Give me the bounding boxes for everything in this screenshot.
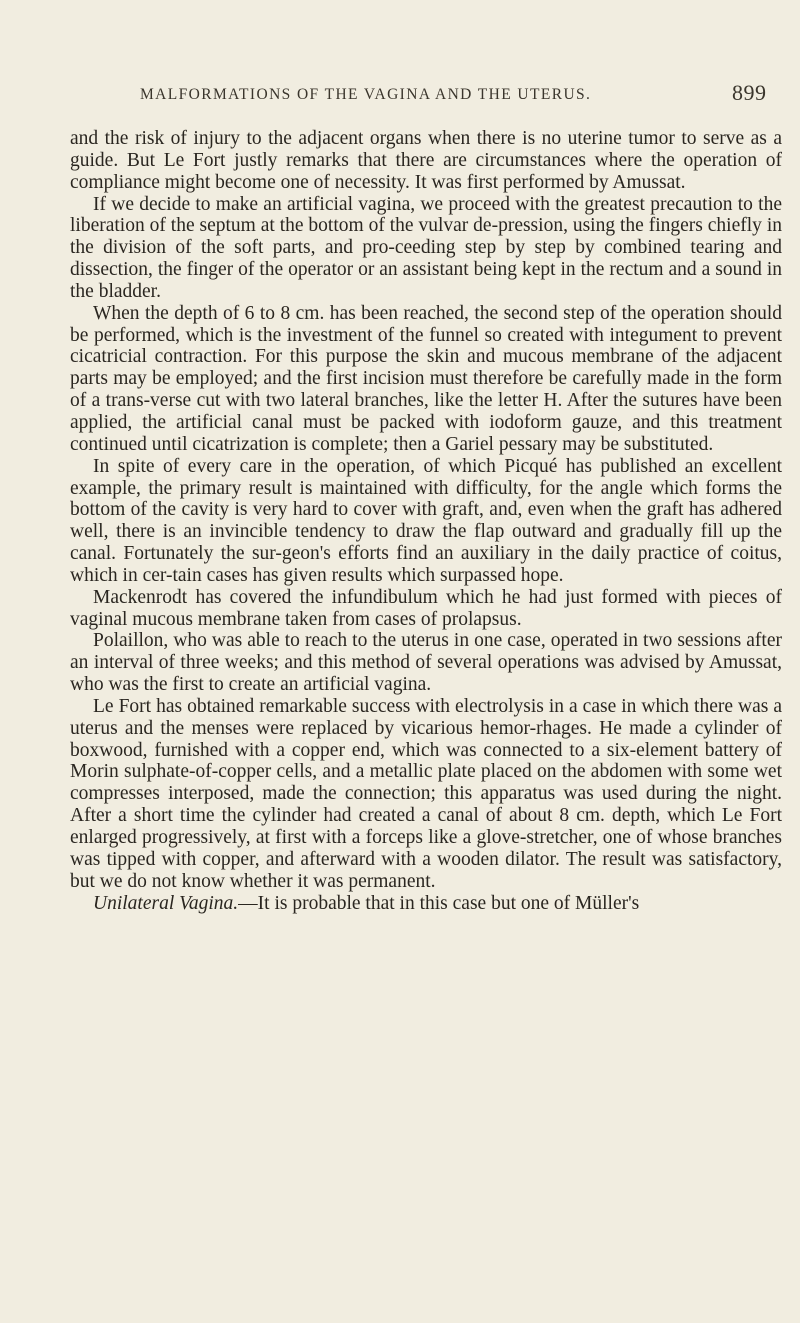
paragraph: When the depth of 6 to 8 cm. has been reached, the second step of the operation should be performed, which is the investment of the funnel so created with integument to prevent cicatricial contraction. For this purpose the skin and mucous membrane of the adjacent parts may be employed; and the first incision must therefore be carefully made in the form of a trans-verse cut with two lateral branches, like the letter H. After the sutures have been applied, the artificial canal must be packed with iodoform gauze, and this treatment continued until cicatrization is complete; then a Gariel pessary may be substituted. [70,302,782,455]
paragraph [70,893,782,915]
paragraph: Le Fort has obtained remarkable success with electrolysis in a case in which there was a uterus and the menses were replaced by vicarious hemor-rhages. He made a cylinder of boxwood, furnished with a copper end, which was connected to a six-element battery of Morin sulphate-of-copper cells, and a metallic plate placed on the abdomen with some wet compresses interposed, made the connection; this apparatus was used during the night. After a short time the cylinder had created a canal of about 8 cm. depth, which Le Fort enlarged progressively, at first with a forceps like a glove-stretcher, one of whose branches was tipped with copper, and afterward with a wooden dilator. The result was satisfactory, but we do not know whether it was permanent. [70,695,782,892]
paragraph: In spite of every care in the operation, of which Picqué has published an excellent example, the primary result is maintained with difficulty, for the angle which forms the bottom of the cavity is very hard to cover with graft, and, even when the graft has adhered well, there is an invincible tendency to draw the flap outward and gradually fill up the canal. Fortunately the sur-geon's efforts find an auxiliary in the daily practice of coitus, which in cer-tain cases has given results which surpassed hope. [70,455,782,586]
section-heading: Unilateral Vagina. [93,892,239,914]
paragraph: Polaillon, who was able to reach to the uterus in one case, operated in two sessions after an interval of three weeks; and this method of several operations was advised by Amussat, who was the first to create an artificial vagina. [70,630,782,696]
body-text [70,128,782,914]
paragraph-text: —It is probable that in this case but one of Müller's [238,892,640,914]
paragraph: and the risk of injury to the adjacent organs when there is no uterine tumor to serve as a guide. But Le Fort justly remarks that there are circumstances where the operation of compliance might become one of necessity. It was first performed by Amussat. [70,128,782,193]
page-number: 899 [732,80,767,105]
running-head: MALFORMATIONS OF THE VAGINA AND THE UTERUS. [140,86,592,103]
paragraph: Mackenrodt has covered the infundibulum which he had just formed with pieces of vaginal mucous membrane taken from cases of prolapsus. [70,586,782,630]
paragraph: If we decide to make an artificial vagina, we proceed with the greatest precaution to the liberation of the septum at the bottom of the vulvar de-pression, using the fingers chiefly in the division of the soft parts, and pro-ceeding step by step by combined tearing and dissection, the finger of the operator or an assistant being kept in the rectum and a sound in the bladder. [70,193,782,302]
